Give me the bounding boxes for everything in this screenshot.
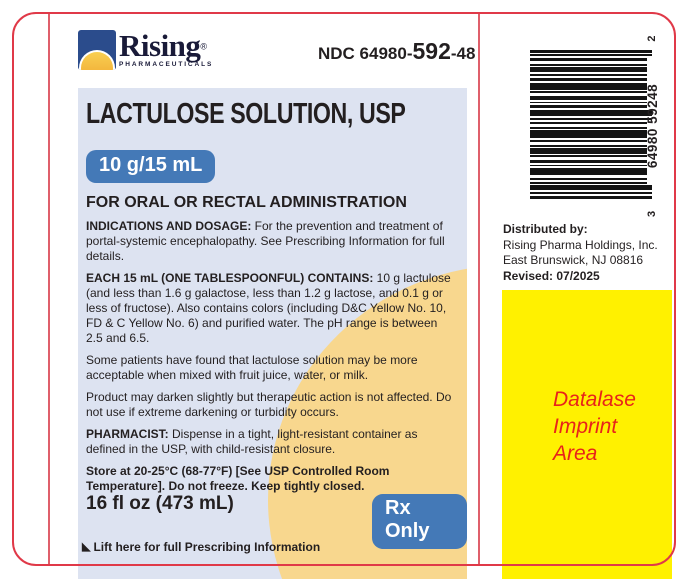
barcode-bar [530,50,652,53]
label-paragraph: Some patients have found that lactulose solution may be more acceptable when mixed with fruit juice, water, or milk. [86,353,418,382]
imprint-line: Area [553,442,598,465]
distributor-label: Distributed by: [503,222,588,236]
barcode-left-digit: 3 [646,210,658,217]
barcode-bar [530,96,647,100]
distributor-address: East Brunswick, NJ 08816 [503,253,644,267]
barcode-bar [530,168,647,175]
barcode-bar [530,110,652,116]
barcode-bar [530,185,652,189]
revised-date: Revised: 07/2025 [503,268,600,283]
barcode-bar [530,148,647,153]
barcode-bar [530,58,647,61]
barcode-bar [530,165,647,167]
barcode-bar [530,130,647,138]
barcode-bar [530,182,647,184]
barcode-bar [530,78,647,81]
barcode-bar [530,192,652,194]
label-paragraph: EACH 15 mL (ONE TABLESPOONFUL) CONTAINS: 10 g lactulose (and less than 1.6 g galactose, less than 1.2 g lactose, and 0.1 g or less of fructose). Also contains colors (including D&C Yellow No. 10, FD & C Yellow No. 6) and purified water. The pH range is between 2.5 and 6.5. [86,271,451,345]
barcode-bar [530,178,647,181]
label-body-text [86,194,452,501]
strength-badge: 10 g/15 mL [86,150,215,183]
panel-divider-line [478,13,480,565]
barcode-bar [530,118,652,120]
label-paragraph: Store at 20-25°C (68-77°F) [See USP Controlled Room Temperature]. Do not freeze. Keep tightly closed. [86,464,390,493]
barcode-bar [530,83,647,90]
ndc-number [318,38,475,65]
barcode-bar [530,74,647,76]
ndc-prefix: NDC 64980- [318,44,413,63]
rising-pharma-logo [78,30,213,70]
imprint-line: Datalase [553,388,636,411]
barcode-main-digits: 64980 59248 [644,83,660,169]
barcode-right-digit: 2 [646,35,658,42]
barcode-bar [530,127,647,129]
barcode-bar [530,105,647,108]
barcode-bar [530,160,647,163]
left-fold-line [48,13,50,565]
barcode-bar [530,122,647,125]
distributor-company: Rising Pharma Holdings, Inc. [503,237,658,252]
barcode-bar [530,54,652,56]
distributor-block [503,222,658,284]
logo-wordmark [119,30,213,69]
label-paragraph: PHARMACIST: Dispense in a tight, light-resistant container as defined in the USP, with child-resistant closure. [86,427,418,456]
barcode-bar [530,91,647,93]
barcode-bar [530,155,647,157]
barcode-bar [530,196,652,199]
barcode-bar [530,140,647,143]
logo-subtitle: PHARMACEUTICALS [119,61,214,68]
label-paragraph: Product may darken slightly but therapeutic action is not affected. Do not use if extreme darkening or turbidity occurs. [86,390,452,419]
lift-note-text: Lift here for full Prescribing Information [93,540,321,554]
lift-note [82,540,320,554]
label-paragraph: INDICATIONS AND DOSAGE: For the prevention and treatment of portal-systemic encephalopathy. See Prescribing Information for full details. [86,219,445,263]
lift-triangle-icon: ◣ [82,540,91,553]
barcode-bar [530,102,647,104]
imprint-line: Imprint [553,415,618,438]
barcode-bar [530,67,647,72]
net-contents: 16 fl oz (473 mL) [86,493,234,514]
ndc-suffix: -48 [450,44,476,63]
product-title: LACTULOSE SOLUTION, USP [86,98,406,130]
imprint-text [553,386,672,467]
datalase-imprint-area [502,290,672,579]
rx-only-badge: Rx Only [372,494,467,549]
barcode-bar [530,64,647,66]
upc-barcode [530,50,658,200]
rising-sun-icon [78,30,116,70]
logo-brand-text: Rising [119,28,201,63]
ndc-product-code: 592 [412,38,451,64]
route-heading: FOR ORAL OR RECTAL ADMINISTRATION [86,194,407,211]
barcode-digits [644,35,660,217]
registered-mark: ® [200,41,208,52]
barcode-bar [530,145,647,147]
main-label-panel [78,88,467,579]
dosage-paragraphs [86,219,452,494]
